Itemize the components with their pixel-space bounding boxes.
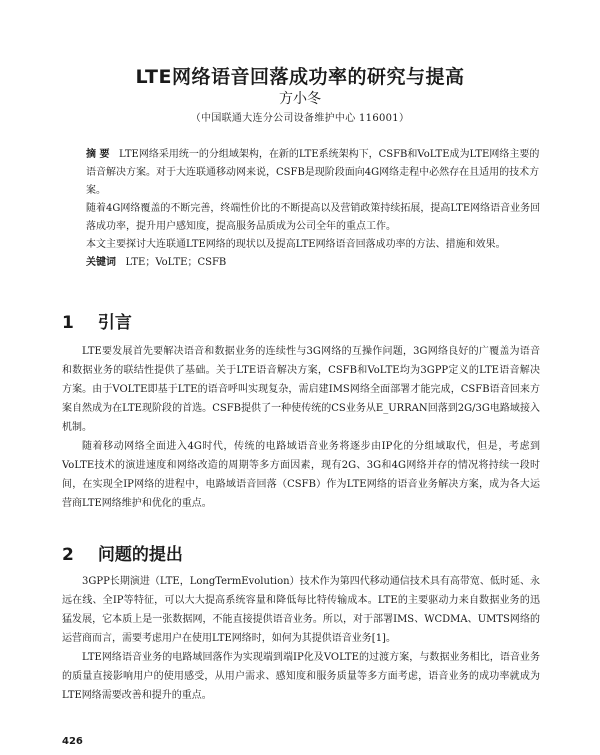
section-number: 1 [62,313,74,333]
abstract-block [86,146,546,272]
author-name: 方小冬 [279,91,321,107]
author-affiliation: （中国联通大连分公司设备维护中心 116001） [190,113,410,124]
abstract-paragraph-3 [86,236,546,254]
section-heading-2 [62,540,183,565]
abstract-paragraph-2 [86,200,546,236]
abstract-label: 摘 要 [86,149,110,160]
body-paragraph: LTE网络语音业务的电路域回落作为实现端到端IP化及VOLTE的过渡方案，与数据业务相比，语音业务的质量直接影响用户的使用感受，从用户需求、感知度和服务质量等多方面考虑，语音业务的成功率就成为LTE网络需要改善和提升的重点。 [62,652,540,701]
abstract-text-3: 本文主要探讨大连联通LTE网络的现状以及提高LTE网络语音回落成功率的方法、措施和效果。 [86,239,506,250]
page-number: 426 [62,736,83,747]
body-paragraph: 随着移动网络全面进入4G时代，传统的电路域语音业务将逐步由IP化的分组域取代，但是，考虑到VoLTE技术的演进速度和网络改造的周期等多方面因素，现有2G、3G和4G网络并存的情况将持续一段时间，在实现全IP网络的进程中，电路域语音回落（CSFB）作为LTE网络的语音业务解决方案，成为各大运营商LTE网络维护和优化的重点。 [62,441,540,509]
abstract-paragraph [86,146,546,200]
body-paragraph: LTE要发展首先要解决语音和数据业务的连续性与3G网络的互操作问题，3G网络良好的广覆盖为语音和数据业务的联结性提供了基础。关于LTE语音解决方案，CSFB和VoLTE均为3GPP定义的LTE语音解决方案。由于VOLTE即基于LTE的语音呼叫实现复杂，需启建IMS网络全面部署才能完成，CSFB语音回来方案自然成为在LTE现阶段的首选。CSFB提供了一种使传统的CS业务从E_URRAN回落到2G/3G电路域接入机制。 [62,346,540,433]
section-title: 引言 [97,313,132,333]
keywords-label: 关键词 [86,257,116,268]
section-number: 2 [62,545,74,565]
section-title: 问题的提出 [97,545,183,565]
keywords-line [86,254,546,272]
paper-title: LTE网络语音回落成功率的研究与提高 [135,66,465,88]
abstract-text: LTE网络采用统一的分组域架构，在新的LTE系统架构下，CSFB和VoLTE成为LTE网络主要的语音解决方案。对于大连联通移动网来说，CSFB是现阶段面向4G网络走程中必然存在且适用的技术方案。 [86,149,540,196]
section-body-1 [62,342,540,513]
body-paragraph: 3GPP长期演进（LTE，LongTermEvolution）技术作为第四代移动通信技术具有高带宽、低时延、永远在线、全IP等特征，可以大大提高系统容量和降低每比特传输成本。LTE的主要驱动力来自数据业务的迅猛发展，它本质上是一张数据网，不能直接提供语音业务。所以，对于部署IMS、WCDMA、UMTS网络的运营商而言，需要考虑用户在使用LTE网络时，如何为其提供语音业务[1]。 [62,576,540,644]
section-heading-1 [62,308,132,333]
section-body-2 [62,572,540,705]
keywords-text: LTE；VoLTE；CSFB [125,257,227,268]
abstract-text-2: 随着4G网络覆盖的不断完善，终端性价比的不断提高以及营销政策持续拓展，提高LTE网络语音业务回落成功率，提升用户感知度，提高服务品质成为公司全年的重点工作。 [86,203,541,232]
